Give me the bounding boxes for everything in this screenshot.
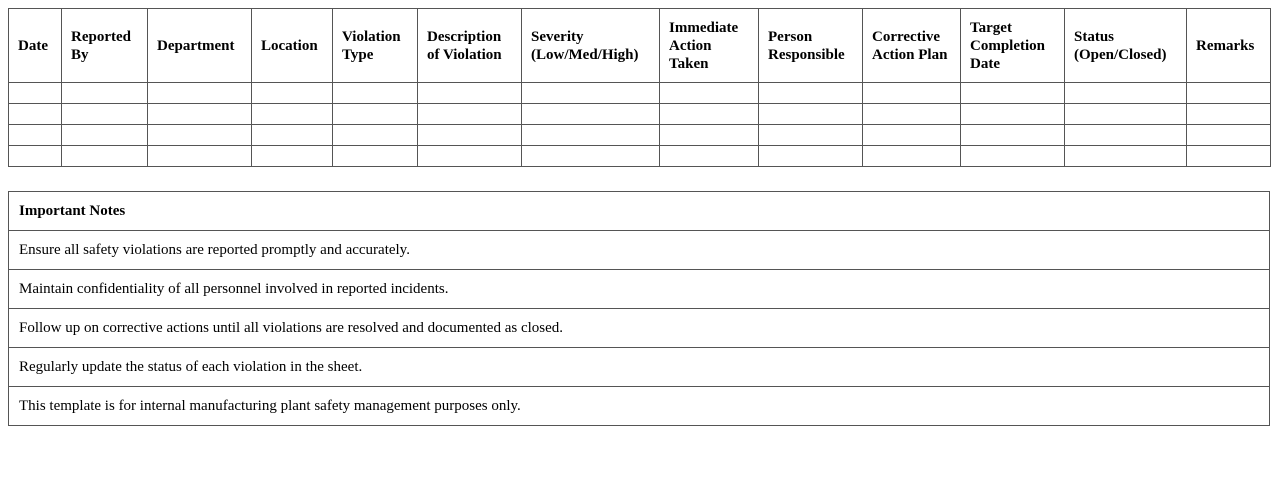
note-row — [9, 231, 1270, 270]
table-cell[interactable] — [863, 83, 961, 104]
table-cell[interactable] — [148, 83, 252, 104]
table-cell[interactable] — [252, 83, 333, 104]
notes-title: Important Notes — [9, 192, 1270, 231]
table-cell[interactable] — [522, 125, 660, 146]
table-body — [9, 83, 1271, 167]
note-row — [9, 348, 1270, 387]
document — [8, 8, 1270, 426]
table-cell[interactable] — [252, 125, 333, 146]
table-row — [9, 83, 1271, 104]
table-cell[interactable] — [418, 104, 522, 125]
table-cell[interactable] — [1187, 83, 1271, 104]
table-cell[interactable] — [759, 104, 863, 125]
table-cell[interactable] — [759, 83, 863, 104]
table-row — [9, 104, 1271, 125]
table-cell[interactable] — [961, 104, 1065, 125]
table-cell[interactable] — [148, 125, 252, 146]
table-cell[interactable] — [9, 83, 62, 104]
table-cell[interactable] — [333, 125, 418, 146]
column-header: Remarks — [1187, 9, 1271, 83]
column-header: Violation Type — [333, 9, 418, 83]
table-cell[interactable] — [863, 104, 961, 125]
important-notes-table — [8, 191, 1270, 426]
column-header: Severity (Low/Med/High) — [522, 9, 660, 83]
column-header: Date — [9, 9, 62, 83]
table-cell[interactable] — [1065, 146, 1187, 167]
table-cell[interactable] — [660, 83, 759, 104]
table-cell[interactable] — [418, 83, 522, 104]
table-cell[interactable] — [863, 146, 961, 167]
table-cell[interactable] — [961, 83, 1065, 104]
table-cell[interactable] — [759, 125, 863, 146]
table-cell[interactable] — [62, 125, 148, 146]
table-cell[interactable] — [252, 146, 333, 167]
table-cell[interactable] — [660, 146, 759, 167]
column-header: Target Completion Date — [961, 9, 1065, 83]
table-cell[interactable] — [418, 125, 522, 146]
note-text: Ensure all safety violations are reported promptly and accurately. — [9, 231, 1270, 270]
table-cell[interactable] — [961, 146, 1065, 167]
table-cell[interactable] — [1187, 104, 1271, 125]
table-cell[interactable] — [62, 83, 148, 104]
table-cell[interactable] — [759, 146, 863, 167]
table-cell[interactable] — [62, 146, 148, 167]
column-header: Description of Violation — [418, 9, 522, 83]
column-header: Immediate Action Taken — [660, 9, 759, 83]
table-cell[interactable] — [660, 125, 759, 146]
table-cell[interactable] — [333, 104, 418, 125]
table-cell[interactable] — [148, 104, 252, 125]
note-text: Maintain confidentiality of all personnel involved in reported incidents. — [9, 270, 1270, 309]
table-cell[interactable] — [62, 104, 148, 125]
table-header-row — [9, 9, 1271, 83]
note-text: This template is for internal manufacturing plant safety management purposes only. — [9, 387, 1270, 426]
table-cell[interactable] — [863, 125, 961, 146]
table-row — [9, 146, 1271, 167]
column-header: Department — [148, 9, 252, 83]
column-header: Location — [252, 9, 333, 83]
table-cell[interactable] — [333, 146, 418, 167]
table-cell[interactable] — [522, 104, 660, 125]
table-cell[interactable] — [252, 104, 333, 125]
safety-violation-log-table — [8, 8, 1271, 167]
table-cell[interactable] — [1065, 104, 1187, 125]
note-text: Follow up on corrective actions until all violations are resolved and documented as closed. — [9, 309, 1270, 348]
table-cell[interactable] — [522, 146, 660, 167]
table-cell[interactable] — [1065, 83, 1187, 104]
column-header: Person Responsible — [759, 9, 863, 83]
table-row — [9, 125, 1271, 146]
table-cell[interactable] — [9, 125, 62, 146]
notes-header-row — [9, 192, 1270, 231]
note-text: Regularly update the status of each violation in the sheet. — [9, 348, 1270, 387]
note-row — [9, 387, 1270, 426]
table-cell[interactable] — [522, 83, 660, 104]
column-header: Reported By — [62, 9, 148, 83]
table-cell[interactable] — [1187, 146, 1271, 167]
table-cell[interactable] — [1065, 125, 1187, 146]
table-cell[interactable] — [1187, 125, 1271, 146]
table-cell[interactable] — [9, 146, 62, 167]
column-header: Corrective Action Plan — [863, 9, 961, 83]
table-cell[interactable] — [961, 125, 1065, 146]
table-cell[interactable] — [418, 146, 522, 167]
note-row — [9, 270, 1270, 309]
column-header: Status (Open/Closed) — [1065, 9, 1187, 83]
table-cell[interactable] — [148, 146, 252, 167]
table-cell[interactable] — [333, 83, 418, 104]
table-cell[interactable] — [9, 104, 62, 125]
table-cell[interactable] — [660, 104, 759, 125]
note-row — [9, 309, 1270, 348]
